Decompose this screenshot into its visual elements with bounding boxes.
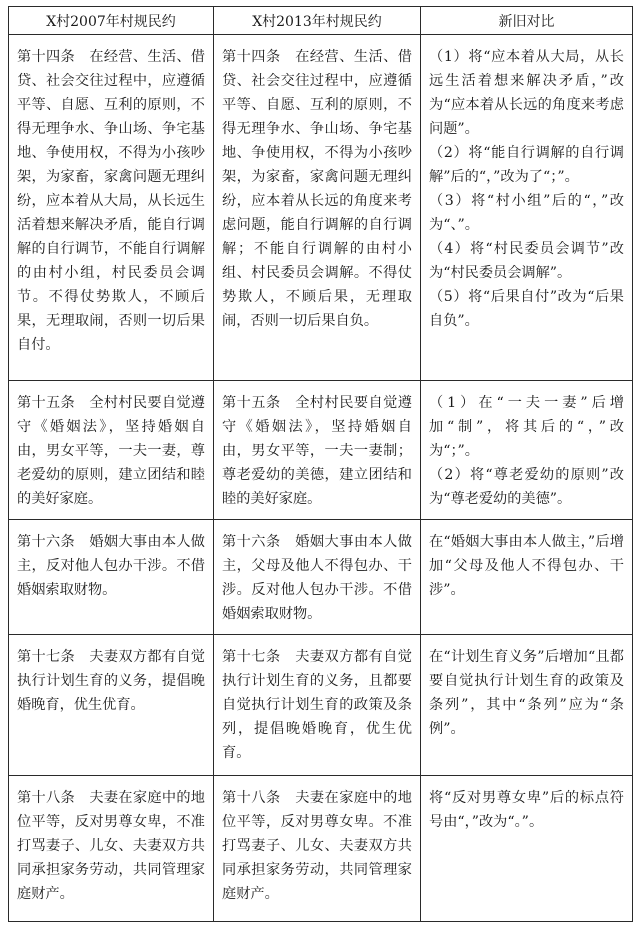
comparison-note: 将“反对男尊女卑”后的标点符号由“，”改为“。”。: [429, 790, 624, 830]
comparison-table: [8, 6, 633, 922]
cell-2013-article-18: 第十八条 夫妻在家庭中的地位平等，反对男尊女卑。不准打骂妻子、儿女、夫妻双方共同承担家务劳动，共同管理家庭财产。: [214, 776, 421, 922]
table-row: [9, 381, 633, 520]
comparison-note: （1）在“一夫一妻”后增加“制”，将其后的“，”改为“；”。: [429, 395, 624, 459]
cell-2007-article-15: 第十五条 全村村民要自觉遵守《婚姻法》，坚持婚姻自由，男女平等，一夫一妻，尊老爱幼的原则，建立团结和睦的美好家庭。: [9, 381, 214, 520]
header-comparison: 新旧对比: [421, 7, 633, 35]
cell-2013-article-17: 第十七条 夫妻双方都有自觉执行计划生育的义务，且都要自觉执行计划生育的政策及条列，提倡晚婚晚育，优生优育。: [214, 635, 421, 776]
table-row: [9, 35, 633, 381]
comparison-note: （2）将“尊老爱幼的原则”改为“尊老爱幼的美德”。: [429, 467, 624, 507]
comparison-note: （3）将“村小组”后的“，”改为“、”。: [429, 193, 624, 233]
cell-2013-article-14: 第十四条 在经营、生活、借贷、社会交往过程中，应遵循平等、自愿、互利的原则，不得无理争水、争山场、争宅基地、争使用权，不得为小孩吵架，为家畜，家禽问题无理纠纷，应本着从长远的角度来考虑问题，能自行调解的自行调解；不能自行调解的由村小组、村民委员会调解。不得仗势欺人，不顾后果，无理取闹，否则一切后果自负。: [214, 35, 421, 381]
cell-2007-article-16: 第十六条 婚姻大事由本人做主，反对他人包办干涉。不借婚姻索取财物。: [9, 520, 214, 635]
cell-comparison-article-18: [421, 776, 633, 922]
table-body: [9, 35, 633, 922]
cell-comparison-article-14: [421, 35, 633, 381]
cell-2013-article-16: 第十六条 婚姻大事由本人做主，父母及他人不得包办、干涉。反对他人包办干涉。不借婚姻索取财物。: [214, 520, 421, 635]
table-row: [9, 635, 633, 776]
cell-2007-article-14: 第十四条 在经营、生活、借贷、社会交往过程中，应遵循平等、自愿、互利的原则，不得无理争水、争山场、争宅基地、争使用权，不得为小孩吵架，为家畜，家禽问题无理纠纷，应本着从大局，从长远生活着想来解决矛盾，能自行调解的自行调节，不能自行调解的由村小组，村民委员会调节。不得仗势欺人，不顾后果，无理取闹，否则一切后果自付。: [9, 35, 214, 381]
comparison-note: （1）将“应本着从大局，从长远生活着想来解决矛盾，”改为“应本着从长远的角度来考虑问题”。: [429, 49, 624, 137]
cell-2007-article-18: 第十八条 夫妻在家庭中的地位平等，反对男尊女卑，不准打骂妻子、儿女、夫妻双方共同承担家务劳动，共同管理家庭财产。: [9, 776, 214, 922]
comparison-note: （2）将“能自行调解的自行调解”后的“，”改为了“；”。: [429, 145, 624, 185]
header-row: [9, 7, 633, 35]
cell-comparison-article-15: [421, 381, 633, 520]
table-header: [9, 7, 633, 35]
cell-2013-article-15: 第十五条 全村村民要自觉遵守《婚姻法》，坚持婚姻自由，男女平等，一夫一妻制；尊老爱幼的美德，建立团结和睦的美好家庭。: [214, 381, 421, 520]
cell-2007-article-17: 第十七条 夫妻双方都有自觉执行计划生育的义务，提倡晚婚晚育，优生优育。: [9, 635, 214, 776]
cell-comparison-article-17: [421, 635, 633, 776]
table-row: [9, 520, 633, 635]
table-row: [9, 776, 633, 922]
header-2007-rules: X村2007年村规民约: [9, 7, 214, 35]
comparison-note: （5）将“后果自付”改为“后果自负”。: [429, 289, 624, 329]
comparison-note: 在“计划生育义务”后增加“且都要自觉执行计划生育的政策及条列”，其中“条列”应为“条例”。: [429, 649, 624, 737]
comparison-note: 在“婚姻大事由本人做主，”后增加“父母及他人不得包办、干涉”。: [429, 534, 624, 598]
cell-comparison-article-16: [421, 520, 633, 635]
comparison-note: （4）将“村民委员会调节”改为“村民委员会调解”。: [429, 241, 624, 281]
header-2013-rules: X村2013年村规民约: [214, 7, 421, 35]
